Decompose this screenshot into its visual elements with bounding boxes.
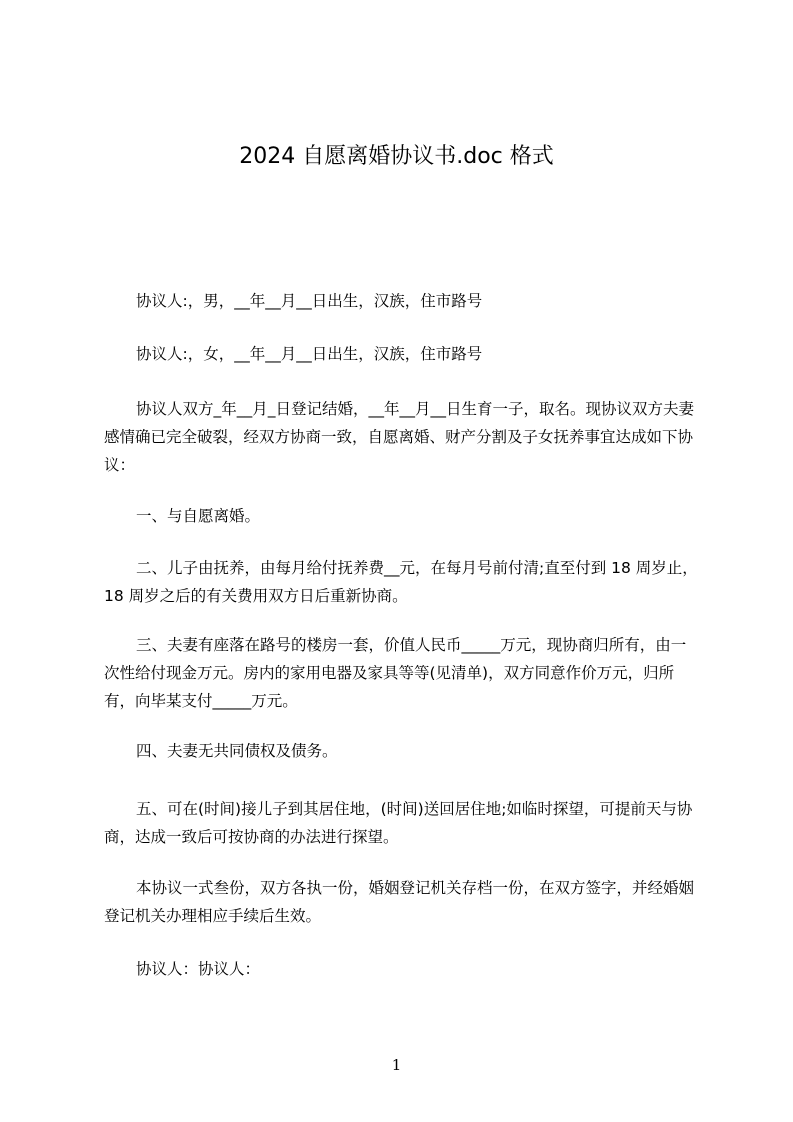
paragraph-signatures: 协议人：协议人： [136, 960, 261, 978]
paragraph-preamble: 协议人双方_年__月_日登记结婚，__年__月__日生育一子，取名。现协议双方夫妻感情确已完全破裂，经双方协商一致，自愿离婚、财产分割及子女抚养事宜达成如下协议： [104, 400, 695, 474]
paragraph-effectiveness: 本协议一式叁份，双方各执一份，婚姻登记机关存档一份，在双方签字，并经婚姻登记机关办理相应手续后生效。 [104, 879, 695, 925]
paragraph-party-male: 协议人:，男，__年__月__日出生，汉族，住市路号 [136, 292, 483, 310]
document-title: 2024 自愿离婚协议书.doc 格式 [239, 144, 554, 169]
paragraph-clause-4: 四、夫妻无共同债权及债务。 [136, 742, 338, 760]
paragraph-party-female: 协议人:，女，__年__月__日出生，汉族，住市路号 [136, 345, 483, 363]
paragraph-clause-1: 一、与自愿离婚。 [136, 507, 261, 525]
paragraph-clause-3: 三、夫妻有座落在路号的楼房一套，价值人民币_____万元，现协商归所有，由一次性给付现金万元。房内的家用电器及家具等等(见清单)，双方同意作价万元，归所有，向毕某支付_____万元。 [104, 636, 687, 710]
paragraph-clause-2: 二、儿子由抚养，由每月给付抚养费__元，在每月号前付清;直至付到 18 周岁止，18 周岁之后的有关费用双方日后重新协商。 [104, 559, 698, 605]
page-number: 1 [391, 1056, 402, 1074]
paragraph-clause-5: 五、可在(时间)接儿子到其居住地，(时间)送回居住地;如临时探望，可提前天与协商，达成一致后可按协商的办法进行探望。 [104, 800, 693, 846]
